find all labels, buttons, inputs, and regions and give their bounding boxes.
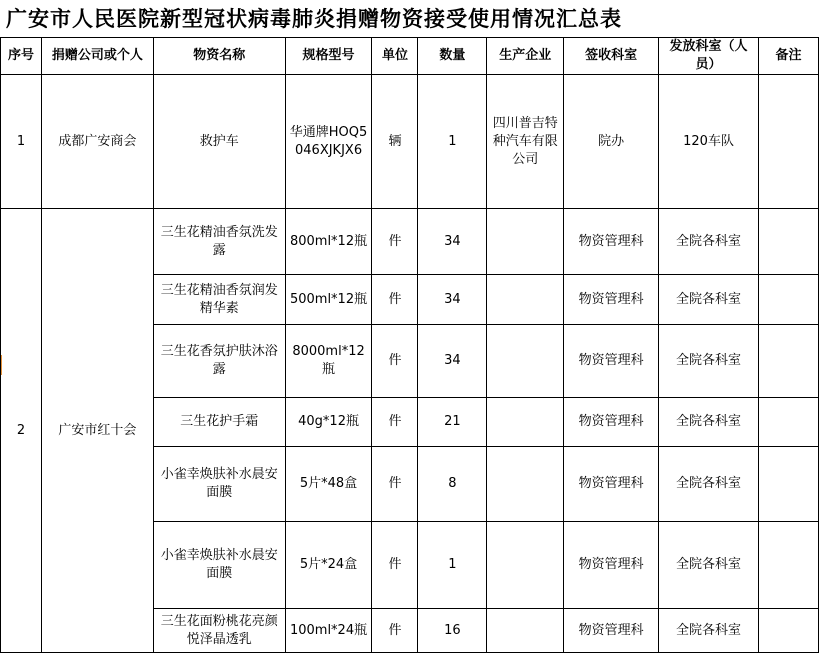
name-cell: 小雀幸焕肤补水晨安面膜 <box>153 522 285 609</box>
seq-cell: 2 <box>1 209 42 653</box>
table-row <box>1 75 819 209</box>
receiver-cell: 物资管理科 <box>564 275 659 325</box>
note-cell <box>758 275 818 325</box>
maker-cell <box>487 325 564 398</box>
spec-cell: 100ml*24瓶 <box>285 609 372 653</box>
unit-cell: 件 <box>372 447 418 522</box>
receiver-cell: 物资管理科 <box>564 609 659 653</box>
qty-cell: 21 <box>418 398 487 447</box>
donation-table <box>0 37 819 653</box>
qty-cell: 34 <box>418 275 487 325</box>
header-dist: 发放科室（人员） <box>659 38 759 75</box>
note-cell <box>758 522 818 609</box>
name-cell: 小雀幸焕肤补水晨安面膜 <box>153 447 285 522</box>
unit-cell: 辆 <box>372 75 418 209</box>
qty-cell: 34 <box>418 325 487 398</box>
donor-cell: 广安市红十会 <box>41 209 153 653</box>
note-cell <box>758 325 818 398</box>
note-cell <box>758 447 818 522</box>
name-cell: 三生花面粉桃花亮颜悦泽晶透乳 <box>153 609 285 653</box>
spec-cell: 5片*24盒 <box>285 522 372 609</box>
header-spec: 规格型号 <box>285 38 372 75</box>
header-maker: 生产企业 <box>487 38 564 75</box>
qty-cell: 34 <box>418 209 487 275</box>
unit-cell: 件 <box>372 522 418 609</box>
note-cell <box>758 398 818 447</box>
qty-cell: 1 <box>418 522 487 609</box>
dist-cell: 全院各科室 <box>659 275 759 325</box>
unit-cell: 件 <box>372 325 418 398</box>
dist-cell: 全院各科室 <box>659 325 759 398</box>
name-cell: 三生花精油香氛洗发露 <box>153 209 285 275</box>
spec-cell: 5片*48盒 <box>285 447 372 522</box>
maker-cell <box>487 609 564 653</box>
qty-cell: 1 <box>418 75 487 209</box>
receiver-cell: 物资管理科 <box>564 325 659 398</box>
spec-cell: 500ml*12瓶 <box>285 275 372 325</box>
unit-cell: 件 <box>372 609 418 653</box>
header-row <box>1 38 819 75</box>
maker-cell: 四川普吉特种汽车有限公司 <box>487 75 564 209</box>
unit-cell: 件 <box>372 275 418 325</box>
header-note: 备注 <box>758 38 818 75</box>
receiver-cell: 院办 <box>564 75 659 209</box>
unit-cell: 件 <box>372 398 418 447</box>
maker-cell <box>487 398 564 447</box>
maker-cell <box>487 275 564 325</box>
dist-cell: 全院各科室 <box>659 609 759 653</box>
dist-cell: 全院各科室 <box>659 447 759 522</box>
header-donor: 捐赠公司或个人 <box>41 38 153 75</box>
maker-cell <box>487 522 564 609</box>
name-cell: 三生花护手霜 <box>153 398 285 447</box>
seq-cell: 1 <box>1 75 42 209</box>
maker-cell <box>487 447 564 522</box>
receiver-cell: 物资管理科 <box>564 522 659 609</box>
header-seq: 序号 <box>1 38 42 75</box>
header-unit: 单位 <box>372 38 418 75</box>
name-cell: 三生花香氛护肤沐浴露 <box>153 325 285 398</box>
dist-cell: 全院各科室 <box>659 398 759 447</box>
qty-cell: 8 <box>418 447 487 522</box>
sheet-title: 广安市人民医院新型冠状病毒肺炎捐赠物资接受使用情况汇总表 <box>6 6 622 31</box>
name-cell: 三生花精油香氛润发精华素 <box>153 275 285 325</box>
qty-cell: 16 <box>418 609 487 653</box>
dist-cell: 全院各科室 <box>659 522 759 609</box>
spec-cell: 800ml*12瓶 <box>285 209 372 275</box>
dist-cell: 120车队 <box>659 75 759 209</box>
note-cell <box>758 75 818 209</box>
table-row <box>1 209 819 275</box>
header-name: 物资名称 <box>153 38 285 75</box>
maker-cell <box>487 209 564 275</box>
unit-cell: 件 <box>372 209 418 275</box>
note-cell <box>758 209 818 275</box>
header-qty: 数量 <box>418 38 487 75</box>
spec-cell: 8000ml*12瓶 <box>285 325 372 398</box>
note-cell <box>758 609 818 653</box>
header-receiver: 签收科室 <box>564 38 659 75</box>
receiver-cell: 物资管理科 <box>564 447 659 522</box>
dist-cell: 全院各科室 <box>659 209 759 275</box>
receiver-cell: 物资管理科 <box>564 398 659 447</box>
spec-cell: 40g*12瓶 <box>285 398 372 447</box>
receiver-cell: 物资管理科 <box>564 209 659 275</box>
name-cell: 救护车 <box>153 75 285 209</box>
donor-cell: 成都广安商会 <box>41 75 153 209</box>
spec-cell: 华通牌HOQ5046XJKJX6 <box>285 75 372 209</box>
